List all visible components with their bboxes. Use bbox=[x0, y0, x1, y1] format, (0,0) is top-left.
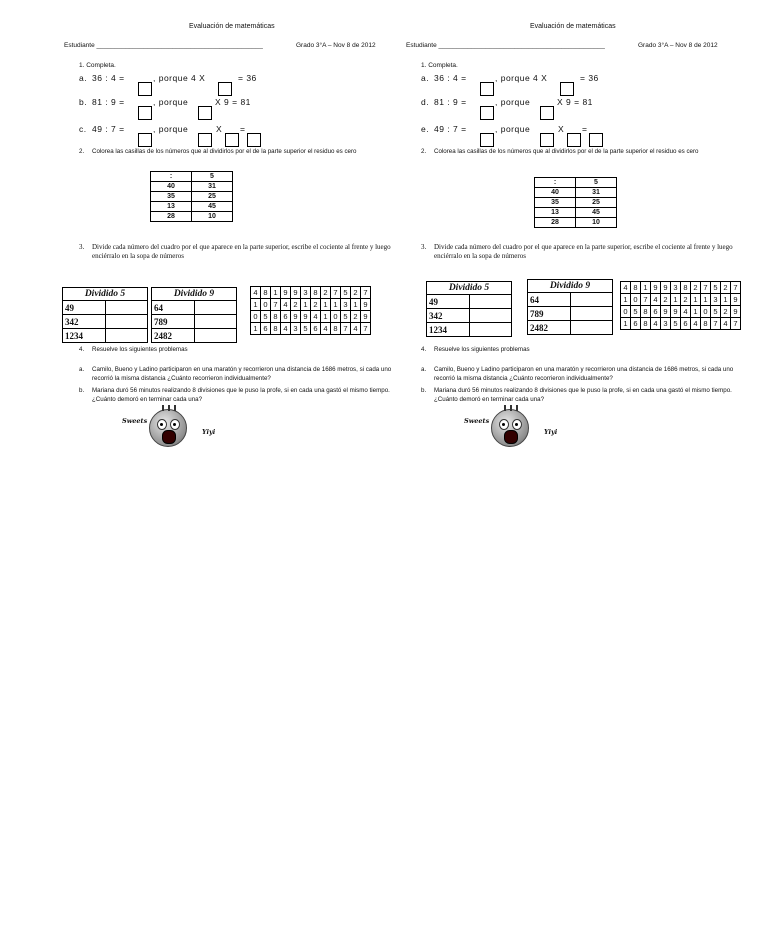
soup-cell[interactable]: 8 bbox=[271, 311, 281, 323]
soup-cell[interactable]: 0 bbox=[331, 311, 341, 323]
q2-text: Colorea las casillas de los números que al dividirlos por el de la parte superior el residuo es cero bbox=[434, 148, 699, 155]
number-soup-grid bbox=[620, 281, 741, 330]
divide-by-9-table bbox=[527, 279, 613, 335]
soup-cell[interactable]: 1 bbox=[321, 311, 331, 323]
q1c-text: 49 : 7 = bbox=[92, 124, 125, 134]
soup-cell[interactable]: 6 bbox=[651, 306, 661, 318]
soup-cell[interactable]: 7 bbox=[331, 287, 341, 299]
table-cell[interactable]: 10 bbox=[576, 218, 617, 228]
table-cell[interactable]: 28 bbox=[535, 218, 576, 228]
q1a-letter: a. bbox=[79, 73, 88, 83]
number-soup-grid bbox=[250, 286, 371, 335]
q2-label: 2. bbox=[421, 148, 427, 155]
soup-cell[interactable]: 9 bbox=[661, 282, 671, 294]
q1-label: 1. Completa. bbox=[79, 62, 116, 69]
soup-cell[interactable]: 1 bbox=[301, 299, 311, 311]
soup-cell[interactable]: 9 bbox=[291, 287, 301, 299]
soup-cell[interactable]: 5 bbox=[711, 306, 721, 318]
soup-cell[interactable]: 4 bbox=[311, 311, 321, 323]
answer-cell[interactable] bbox=[106, 329, 148, 343]
q1e-text: 49 : 7 = bbox=[434, 124, 467, 134]
page-title: Evaluación de matemáticas bbox=[189, 23, 275, 30]
soup-cell[interactable]: 5 bbox=[301, 323, 311, 335]
q1-label: 1. Completa. bbox=[421, 62, 458, 69]
soup-cell[interactable]: 1 bbox=[251, 323, 261, 335]
table-cell[interactable]: 35 bbox=[535, 198, 576, 208]
soup-cell[interactable]: 1 bbox=[351, 299, 361, 311]
q4a-letter: a. bbox=[421, 366, 427, 373]
soup-cell[interactable]: 8 bbox=[641, 306, 651, 318]
answer-box[interactable] bbox=[218, 82, 232, 96]
soup-cell[interactable]: 9 bbox=[281, 287, 291, 299]
soup-cell[interactable]: 5 bbox=[341, 311, 351, 323]
soup-cell[interactable]: 1 bbox=[331, 299, 341, 311]
evaluation-sheet-right bbox=[384, 0, 768, 470]
q1b-text: 81 : 9 = bbox=[92, 97, 125, 107]
soup-cell[interactable]: 4 bbox=[721, 318, 731, 330]
table-header: Dividido 9 bbox=[152, 288, 237, 301]
signature-left: Sweets bbox=[122, 417, 148, 425]
soup-cell[interactable]: 2 bbox=[661, 294, 671, 306]
answer-box[interactable] bbox=[560, 82, 574, 96]
q1c-letter: c. bbox=[79, 124, 87, 134]
soup-cell[interactable]: 0 bbox=[621, 306, 631, 318]
soup-cell[interactable]: 2 bbox=[691, 282, 701, 294]
soup-cell[interactable]: 2 bbox=[351, 311, 361, 323]
table-header-cell: : bbox=[151, 172, 192, 182]
signature-left: Sweets bbox=[464, 417, 490, 425]
q4a-letter: a. bbox=[79, 366, 85, 373]
remainder-table bbox=[150, 171, 233, 222]
table-cell[interactable]: 10 bbox=[192, 212, 233, 222]
soup-cell[interactable]: 3 bbox=[671, 282, 681, 294]
grade-date: Grado 3°A – Nov 8 de 2012 bbox=[296, 42, 376, 49]
soup-cell[interactable]: 8 bbox=[701, 318, 711, 330]
soup-cell[interactable]: 1 bbox=[271, 287, 281, 299]
signature-right: Yiyi bbox=[202, 428, 216, 436]
soup-cell[interactable]: 2 bbox=[351, 287, 361, 299]
answer-cell[interactable] bbox=[571, 293, 613, 307]
dividend-cell: 49 bbox=[63, 301, 106, 315]
soup-cell[interactable]: 1 bbox=[251, 299, 261, 311]
dividend-cell: 789 bbox=[152, 315, 195, 329]
dividend-cell: 49 bbox=[427, 295, 470, 309]
soup-cell[interactable]: 9 bbox=[651, 282, 661, 294]
answer-cell[interactable] bbox=[470, 323, 512, 337]
scared-face-icon bbox=[491, 409, 529, 447]
table-header-cell: 5 bbox=[576, 178, 617, 188]
q1a-text: 36 : 4 = bbox=[92, 73, 125, 83]
soup-cell[interactable]: 4 bbox=[691, 318, 701, 330]
table-cell[interactable]: 25 bbox=[192, 192, 233, 202]
soup-cell[interactable]: 4 bbox=[281, 299, 291, 311]
soup-cell[interactable]: 2 bbox=[321, 287, 331, 299]
soup-cell[interactable]: 3 bbox=[711, 294, 721, 306]
q1b-x9: X 9 = 81 bbox=[215, 97, 251, 107]
table-header: Dividido 5 bbox=[63, 288, 148, 301]
q1e-x: X bbox=[558, 124, 565, 134]
answer-box[interactable] bbox=[567, 133, 581, 147]
dividend-cell: 342 bbox=[427, 309, 470, 323]
soup-cell[interactable]: 7 bbox=[731, 318, 741, 330]
soup-cell[interactable]: 9 bbox=[361, 299, 371, 311]
soup-cell[interactable]: 5 bbox=[671, 318, 681, 330]
q1a-eq: = 36 bbox=[580, 73, 599, 83]
table-cell[interactable]: 13 bbox=[535, 208, 576, 218]
soup-cell[interactable]: 5 bbox=[341, 287, 351, 299]
dividend-cell: 2482 bbox=[152, 329, 195, 343]
soup-cell[interactable]: 3 bbox=[661, 318, 671, 330]
answer-cell[interactable] bbox=[106, 301, 148, 315]
answer-box[interactable] bbox=[138, 133, 152, 147]
q1d-x9: X 9 = 81 bbox=[557, 97, 593, 107]
answer-box[interactable] bbox=[247, 133, 261, 147]
soup-cell[interactable]: 0 bbox=[261, 299, 271, 311]
soup-cell[interactable]: 5 bbox=[261, 311, 271, 323]
q4-text: Resuelve los siguientes problemas bbox=[92, 346, 188, 353]
soup-cell[interactable]: 9 bbox=[731, 294, 741, 306]
soup-cell[interactable]: 4 bbox=[321, 323, 331, 335]
answer-box[interactable] bbox=[198, 133, 212, 147]
q1e-porque: , porque bbox=[495, 124, 531, 134]
soup-cell[interactable]: 7 bbox=[701, 282, 711, 294]
table-cell[interactable]: 35 bbox=[151, 192, 192, 202]
answer-box[interactable] bbox=[480, 82, 494, 96]
q4b-text: Mariana duró 56 minutos realizando 8 divisiones que le puso la profe, si en cada una gastó el mismo tiempo. ¿Cuánto demoró en terminar cada una? bbox=[92, 387, 390, 403]
answer-box[interactable] bbox=[480, 106, 494, 120]
soup-cell[interactable]: 0 bbox=[631, 294, 641, 306]
answer-cell[interactable] bbox=[571, 321, 613, 335]
soup-cell[interactable]: 8 bbox=[331, 323, 341, 335]
soup-cell[interactable]: 1 bbox=[701, 294, 711, 306]
soup-cell[interactable]: 3 bbox=[341, 299, 351, 311]
soup-cell[interactable]: 6 bbox=[681, 318, 691, 330]
soup-cell[interactable]: 1 bbox=[321, 299, 331, 311]
table-cell[interactable]: 40 bbox=[151, 182, 192, 192]
q1d-letter: d. bbox=[421, 97, 430, 107]
soup-cell[interactable]: 4 bbox=[351, 323, 361, 335]
table-cell[interactable]: 13 bbox=[151, 202, 192, 212]
soup-cell[interactable]: 3 bbox=[291, 323, 301, 335]
soup-cell[interactable]: 7 bbox=[641, 294, 651, 306]
q4b-letter: b. bbox=[421, 387, 427, 394]
soup-cell[interactable]: 7 bbox=[731, 282, 741, 294]
table-header: Dividido 5 bbox=[427, 282, 512, 295]
soup-cell[interactable]: 4 bbox=[621, 282, 631, 294]
dividend-cell: 64 bbox=[152, 301, 195, 315]
q1c-porque: , porque bbox=[153, 124, 189, 134]
q3-text: Divide cada número del cuadro por el que aparece en la parte superior, escribe el cociente al frente y luego enciérralo en la sopa de números bbox=[434, 243, 733, 260]
soup-cell[interactable]: 9 bbox=[671, 306, 681, 318]
answer-box[interactable] bbox=[138, 82, 152, 96]
dividend-cell: 342 bbox=[63, 315, 106, 329]
soup-cell[interactable]: 7 bbox=[271, 299, 281, 311]
q1b-porque: , porque bbox=[153, 97, 189, 107]
answer-cell[interactable] bbox=[195, 315, 237, 329]
answer-cell[interactable] bbox=[470, 309, 512, 323]
student-field: Estudiante ______________________________________________ bbox=[406, 42, 605, 49]
q4a-text: Camilo, Bueno y Ladino participaron en una maratón y recorrieron una distancia de 1686 metros, si cada uno recorrió la misma distancia ¿Cuánto recorrieron individualmente? bbox=[92, 366, 392, 382]
soup-cell[interactable]: 6 bbox=[631, 318, 641, 330]
soup-cell[interactable]: 7 bbox=[361, 287, 371, 299]
soup-cell[interactable]: 3 bbox=[301, 287, 311, 299]
soup-cell[interactable]: 9 bbox=[731, 306, 741, 318]
q4-text: Resuelve los siguientes problemas bbox=[434, 346, 530, 353]
soup-cell[interactable]: 6 bbox=[261, 323, 271, 335]
q1a-text: 36 : 4 = bbox=[434, 73, 467, 83]
soup-cell[interactable]: 1 bbox=[691, 294, 701, 306]
soup-cell[interactable]: 1 bbox=[691, 306, 701, 318]
student-field: Estudiante ______________________________________________ bbox=[64, 42, 263, 49]
soup-cell[interactable]: 2 bbox=[291, 299, 301, 311]
answer-box[interactable] bbox=[225, 133, 239, 147]
q1e-eq: = bbox=[582, 124, 588, 134]
page-title: Evaluación de matemáticas bbox=[530, 23, 616, 30]
soup-cell[interactable]: 8 bbox=[261, 287, 271, 299]
answer-cell[interactable] bbox=[571, 307, 613, 321]
soup-cell[interactable]: 4 bbox=[651, 318, 661, 330]
q1d-porque: , porque bbox=[495, 97, 531, 107]
scared-face-icon bbox=[149, 409, 187, 447]
soup-cell[interactable]: 1 bbox=[621, 318, 631, 330]
answer-box[interactable] bbox=[480, 133, 494, 147]
q3-label: 3. bbox=[421, 243, 427, 251]
soup-cell[interactable]: 7 bbox=[711, 318, 721, 330]
soup-cell[interactable]: 9 bbox=[301, 311, 311, 323]
dividend-cell: 789 bbox=[528, 307, 571, 321]
dividend-cell: 64 bbox=[528, 293, 571, 307]
soup-cell[interactable]: 9 bbox=[361, 311, 371, 323]
table-cell[interactable]: 31 bbox=[192, 182, 233, 192]
q1c-x: X bbox=[216, 124, 223, 134]
answer-cell[interactable] bbox=[470, 295, 512, 309]
q4b-text: Mariana duró 56 minutos realizando 8 divisiones que le puso la profe, si en cada una gastó el mismo tiempo. ¿Cuánto demoró en terminar cada una? bbox=[434, 387, 732, 403]
soup-cell[interactable]: 2 bbox=[681, 294, 691, 306]
soup-cell[interactable]: 5 bbox=[711, 282, 721, 294]
divide-by-9-table bbox=[151, 287, 237, 343]
soup-cell[interactable]: 1 bbox=[721, 294, 731, 306]
soup-cell[interactable]: 2 bbox=[721, 282, 731, 294]
q3-label: 3. bbox=[79, 243, 85, 251]
soup-cell[interactable]: 4 bbox=[281, 323, 291, 335]
answer-box[interactable] bbox=[198, 106, 212, 120]
signature-right: Yiyi bbox=[544, 428, 558, 436]
soup-cell[interactable]: 7 bbox=[341, 323, 351, 335]
q1a-letter: a. bbox=[421, 73, 430, 83]
q1a-porque: , porque 4 X bbox=[153, 73, 206, 83]
table-header-cell: 5 bbox=[192, 172, 233, 182]
soup-cell[interactable]: 2 bbox=[721, 306, 731, 318]
dividend-cell: 2482 bbox=[528, 321, 571, 335]
table-cell[interactable]: 45 bbox=[576, 208, 617, 218]
answer-cell[interactable] bbox=[195, 329, 237, 343]
soup-cell[interactable]: 2 bbox=[311, 299, 321, 311]
remainder-table bbox=[534, 177, 617, 228]
soup-cell[interactable]: 6 bbox=[311, 323, 321, 335]
soup-cell[interactable]: 1 bbox=[641, 282, 651, 294]
table-cell[interactable]: 28 bbox=[151, 212, 192, 222]
answer-box[interactable] bbox=[589, 133, 603, 147]
q2-label: 2. bbox=[79, 148, 85, 155]
soup-cell[interactable]: 7 bbox=[361, 323, 371, 335]
soup-cell[interactable]: 8 bbox=[641, 318, 651, 330]
table-cell[interactable]: 45 bbox=[192, 202, 233, 212]
answer-cell[interactable] bbox=[106, 315, 148, 329]
answer-cell[interactable] bbox=[195, 301, 237, 315]
soup-cell[interactable]: 4 bbox=[651, 294, 661, 306]
q1e-letter: e. bbox=[421, 124, 430, 134]
soup-cell[interactable]: 0 bbox=[251, 311, 261, 323]
q1a-porque: , porque 4 X bbox=[495, 73, 548, 83]
q4a-text: Camilo, Bueno y Ladino participaron en una maratón y recorrieron una distancia de 1686 metros, si cada uno recorrió la misma distancia ¿Cuánto recorrieron individualmente? bbox=[434, 366, 734, 382]
soup-cell[interactable]: 0 bbox=[701, 306, 711, 318]
q1b-letter: b. bbox=[79, 97, 88, 107]
q1d-text: 81 : 9 = bbox=[434, 97, 467, 107]
soup-cell[interactable]: 1 bbox=[671, 294, 681, 306]
answer-box[interactable] bbox=[138, 106, 152, 120]
soup-cell[interactable]: 4 bbox=[251, 287, 261, 299]
soup-cell[interactable]: 1 bbox=[621, 294, 631, 306]
dividend-cell: 1234 bbox=[63, 329, 106, 343]
dividend-cell: 1234 bbox=[427, 323, 470, 337]
answer-box[interactable] bbox=[540, 106, 554, 120]
table-cell[interactable]: 40 bbox=[535, 188, 576, 198]
soup-cell[interactable]: 8 bbox=[311, 287, 321, 299]
divide-by-5-table bbox=[62, 287, 148, 343]
table-cell[interactable]: 31 bbox=[576, 188, 617, 198]
evaluation-sheet-left bbox=[0, 0, 392, 470]
q1a-eq: = 36 bbox=[238, 73, 257, 83]
table-header: Dividido 9 bbox=[528, 280, 613, 293]
soup-cell[interactable]: 9 bbox=[661, 306, 671, 318]
grade-date: Grado 3°A – Nov 8 de 2012 bbox=[638, 42, 718, 49]
soup-cell[interactable]: 8 bbox=[681, 282, 691, 294]
q2-text: Colorea las casillas de los números que al dividirlos por el de la parte superior el residuo es cero bbox=[92, 148, 357, 155]
table-header-cell: : bbox=[535, 178, 576, 188]
divide-by-5-table bbox=[426, 281, 512, 337]
soup-cell[interactable]: 4 bbox=[681, 306, 691, 318]
q4b-letter: b. bbox=[79, 387, 85, 394]
q3-text: Divide cada número del cuadro por el que aparece en la parte superior, escribe el cociente al frente y luego enciérralo en la sopa de números bbox=[92, 243, 391, 260]
soup-cell[interactable]: 5 bbox=[631, 306, 641, 318]
soup-cell[interactable]: 6 bbox=[281, 311, 291, 323]
q1c-eq: = bbox=[240, 124, 246, 134]
q4-label: 4. bbox=[421, 346, 427, 353]
soup-cell[interactable]: 8 bbox=[631, 282, 641, 294]
soup-cell[interactable]: 9 bbox=[291, 311, 301, 323]
table-cell[interactable]: 25 bbox=[576, 198, 617, 208]
soup-cell[interactable]: 8 bbox=[271, 323, 281, 335]
q4-label: 4. bbox=[79, 346, 85, 353]
answer-box[interactable] bbox=[540, 133, 554, 147]
